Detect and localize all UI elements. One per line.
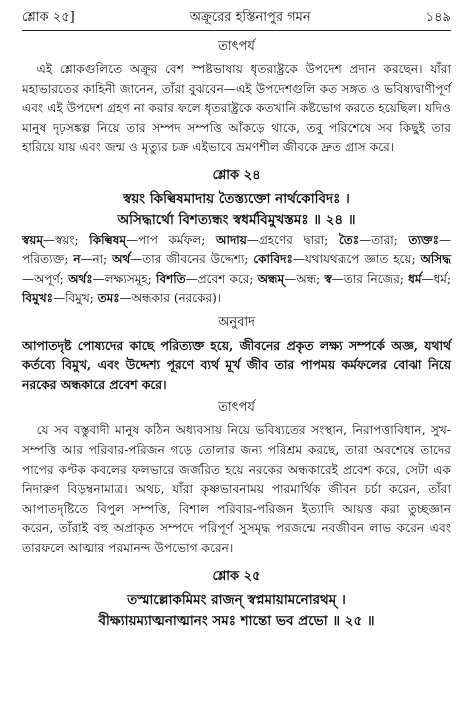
- header-page-number: ১৪৯: [425, 10, 451, 25]
- synonym-word: ত্যক্তঃ: [408, 232, 439, 247]
- synonym-word: অর্থঃ: [68, 271, 93, 286]
- synonym-meaning: —তার নিজের;: [331, 271, 409, 286]
- purport-heading: তাৎপর্য: [218, 39, 255, 54]
- synonym-word: স্বয়ম্: [22, 232, 44, 247]
- synonym-meaning: —লক্ষ্যসমূহ;: [92, 271, 157, 286]
- synonym-word: অসিদ্ধ: [420, 252, 451, 267]
- verse-25-line-2: বীক্ষ্যায়ম্যাত্মনাত্মানং সমঃ শান্তো ভব প্রভো ॥ ২৫ ॥: [98, 612, 375, 629]
- synonym-word: স্ব: [324, 271, 332, 286]
- synonym-word: কিল্বিষম্: [89, 232, 127, 247]
- header-rule: [22, 30, 451, 31]
- synonym-word: বিশতি: [156, 271, 186, 286]
- purport-2-heading: তাৎপর্য: [218, 400, 255, 416]
- synonym-meaning: —যথাযথরূপে জ্ঞাত হয়ে;: [292, 252, 421, 267]
- verse-24-line-2: অসিদ্ধার্থো বিশত্যন্ধং স্বধর্মবিমুখস্তমঃ ॥ ২৪ ॥: [117, 211, 356, 228]
- synonym-word: বিমুখঃ: [22, 291, 54, 306]
- synonym-word: তৈঃ: [338, 232, 360, 247]
- synonym-word: তমঃ: [97, 291, 120, 306]
- synonym-meaning: —অন্ধকার (নরকের)।: [119, 291, 222, 306]
- verse-24-heading: শ্লোক ২৪: [212, 167, 261, 183]
- synonym-meaning: —পরিত্যক্ত;: [22, 232, 451, 267]
- translation-heading: অনুবাদ: [218, 314, 255, 330]
- synonyms-paragraph: [22, 231, 451, 309]
- synonym-meaning: —বিমুখ;: [53, 291, 98, 306]
- header-chapter-title: অক্রূরের হস্তিনাপুর গমন: [189, 10, 311, 25]
- synonym-meaning: —পাপ কর্মফল;: [126, 232, 216, 247]
- synonym-word: আদায়: [216, 232, 247, 247]
- synonym-meaning: —প্রবেশ করে;: [185, 271, 258, 286]
- running-header: [22, 8, 451, 28]
- synonym-meaning: —অন্ধ;: [284, 271, 325, 286]
- header-verse-ref: শ্লোক ২৫]: [22, 10, 75, 25]
- synonym-meaning: —তারা;: [359, 232, 409, 247]
- synonym-word: ধর্ম: [408, 271, 422, 286]
- verse-24-line-1: স্বয়ং কিল্বিষমাদায় তৈস্ত্যক্তো নার্থকোবিদঃ ।: [123, 190, 350, 207]
- synonym-meaning: —তার জীবনের উদ্দেশ্য;: [130, 252, 254, 267]
- translation-text: আপাতদৃষ্ট পোষ্যদের কাছে পরিত্যক্ত হয়ে, জীবনের প্রকৃত লক্ষ্য সম্পর্কে অজ্ঞ, যথার্থ কর্তব্যে বিমুখ, এবং উদ্দেশ্য পূরণে ব্যর্থ মূর্খ জীব তার পাপময় কর্মফলের বোঝা নিয়ে নরকের অন্ধকারে প্রবেশ করে।: [22, 337, 451, 392]
- synonym-word: কোবিদঃ: [253, 252, 293, 267]
- synonym-meaning: —ধর্ম;: [421, 271, 451, 286]
- synonym-word: অন্ধম্: [257, 271, 285, 286]
- purport-2-text: যে সব বস্তুবাদী মানুষ কঠিন অধ্যবসায় নিয়ে ভবিষ্যতের সংস্থান, নিরাপত্তাবিধান, সুখ-সম্পত্তি আর পরিবার-পরিজন গড়ে তোলার জন্য পরিশ্রম করছে, তারা অবশেষে তাদের পাপের কণ্টক কবলের ফলভারে জর্জরিত হয়ে নরকের অন্ধকারেই প্রবেশ করে, সেটা এক নিদারুণ বিড়ম্বনামাত্র। অথচ, যাঁরা কৃষ্ণভাবনাময় পারমার্থিক জীবন চর্চা করেন, তাঁরা আপাতদৃষ্টিতে বিপুল সম্পত্তি, বিশাল পরিবার-পরিজন ইত্যাদি আয়ত্ত করা তুচ্ছজ্ঞান করেন, তাঁরাই বহু অপ্রাকৃত সম্পদে পরিপূর্ণ সুসমৃদ্ধ পরজন্মে নবজীবন লাভ করেন এবং তারফলে আত্মার পরমানন্দ উপভোগ করেন।: [22, 423, 451, 555]
- synonym-meaning: —গ্রহণের দ্বারা;: [246, 232, 339, 247]
- verse-25-heading: শ্লোক ২৫: [212, 568, 261, 584]
- verse-25-line-1: তস্মাল্লোকমিমং রাজন্ স্বপ্নমায়ামনোরথম্ ।: [127, 591, 346, 608]
- purport-text: এই শ্লোকগুলিতে অক্রূর বেশ স্পষ্টভাষায় ধৃতরাষ্ট্রকে উপদেশ প্রদান করছেন। যাঁরা মহাভারতের কাহিনী জানেন, তাঁরা বুঝবেন—এই উপদেশগুলি কত সঙ্গত ও ভবিষ্যদ্বাণীপূর্ণ এবং এই উপদেশ গ্রহণ না করার ফলে ধৃতরাষ্ট্রকে কতখানি কষ্টভোগ করতে হয়েছিল। যদিও মানুষ দৃঢ়সঙ্কল্প নিয়ে তার সম্পদ সম্পত্তি আঁকড়ে থাকে, তবু পরিশেষে সব কিছুই তার হারিয়ে যায় এবং জন্ম ও মৃত্যুর চক্র এইভাবে ভ্রমণশীল জীবকে দ্রুত গ্রাস করে।: [22, 62, 451, 155]
- synonym-word: অর্থ: [112, 252, 131, 267]
- synonym-word: ন: [73, 252, 81, 267]
- synonym-meaning: —অপূর্ণ;: [22, 271, 69, 286]
- synonym-meaning: —না;: [80, 252, 113, 267]
- synonym-meaning: —স্বয়ং;: [43, 232, 90, 247]
